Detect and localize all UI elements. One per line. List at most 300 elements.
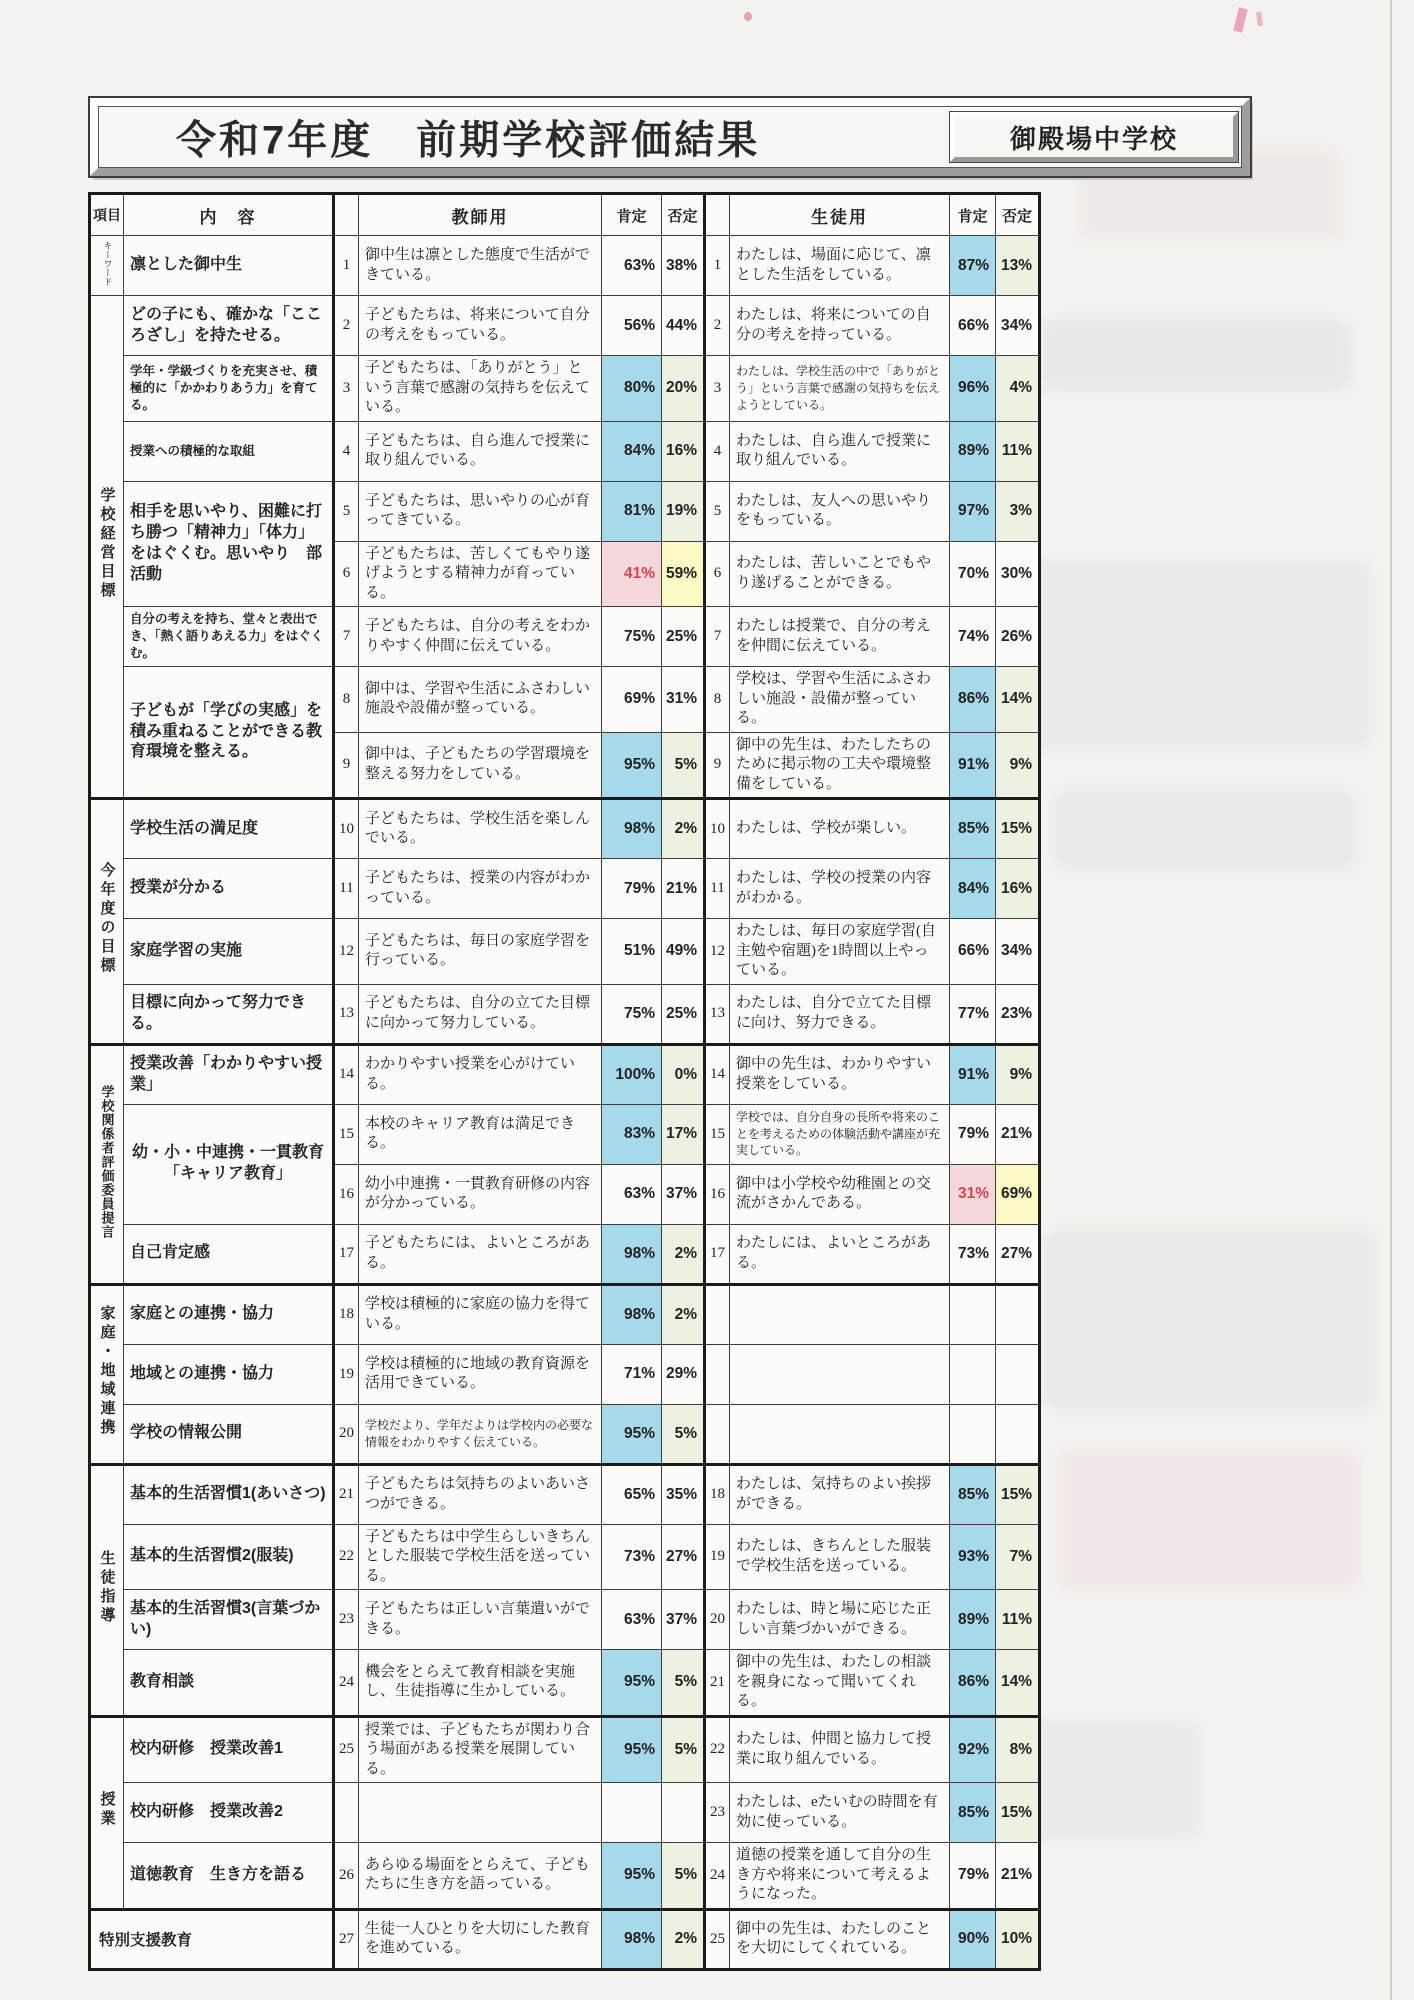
- teacher-negative-cell: 35%: [662, 1464, 705, 1524]
- teacher-item-number: 5: [334, 481, 359, 541]
- teacher-question-cell: 子どもたちは、自分の考えをわかりやすく仲間に伝えている。: [359, 607, 602, 667]
- student-question-cell: わたしは授業で、自分の考えを仲間に伝えている。: [730, 607, 950, 667]
- school-name: 御殿場中学校: [1009, 123, 1178, 154]
- scan-bleed-artifact: [1060, 1450, 1360, 1590]
- section-label-cell: [90, 296, 124, 799]
- teacher-negative-cell: 44%: [662, 296, 705, 356]
- content-label-cell: 校内研修 授業改善2: [124, 1783, 334, 1843]
- student-question-cell: 学校は、学習や生活にふさわしい施設・設備が整っている。: [730, 667, 950, 733]
- content-label-cell: 授業改善「わかりやすい授業」: [124, 1044, 334, 1104]
- student-positive-cell: 96%: [950, 356, 996, 422]
- teacher-positive-cell: 84%: [602, 421, 662, 481]
- table-row: [90, 1104, 1040, 1164]
- teacher-question-cell: 子どもたちは、授業の内容がわかっている。: [359, 859, 602, 919]
- teacher-positive-cell: 51%: [602, 919, 662, 985]
- teacher-question-cell: 子どもたちは、苦しくてもやり遂げようとする精神力が育っている。: [359, 541, 602, 607]
- student-item-number: 14: [705, 1044, 730, 1104]
- student-item-number: 25: [705, 1909, 730, 1969]
- section-label-cell: [90, 236, 124, 296]
- student-question-cell: わたしは、気持ちのよい挨拶ができる。: [730, 1464, 950, 1524]
- content-label-cell: 校内研修 授業改善1: [124, 1716, 334, 1783]
- teacher-negative-cell: 25%: [662, 607, 705, 667]
- student-negative-cell: 16%: [996, 859, 1040, 919]
- student-positive-cell: 74%: [950, 607, 996, 667]
- table-row: [90, 1650, 1040, 1717]
- teacher-item-number: 18: [334, 1284, 359, 1344]
- student-question-cell: [730, 1404, 950, 1464]
- student-negative-cell: 34%: [996, 296, 1040, 356]
- teacher-question-cell: [359, 1783, 602, 1843]
- student-positive-cell: 85%: [950, 1783, 996, 1843]
- teacher-negative-cell: 5%: [662, 1843, 705, 1910]
- col-header-student: 生徒用: [730, 194, 950, 236]
- student-question-cell: わたしは、時と場に応じた正しい言葉づかいができる。: [730, 1590, 950, 1650]
- teacher-item-number: 15: [334, 1104, 359, 1164]
- table-header-row: [90, 194, 1040, 236]
- student-question-cell: 道徳の授業を通して自分の生き方や将来について考えるようになった。: [730, 1843, 950, 1910]
- student-positive-cell: 70%: [950, 541, 996, 607]
- student-positive-cell: 85%: [950, 799, 996, 859]
- content-label-cell: 自分の考えを持ち、堂々と表出でき、「熱く語りあえる力」をはぐくむ。: [124, 607, 334, 667]
- student-negative-cell: 8%: [996, 1716, 1040, 1783]
- table-row: [90, 1464, 1040, 1524]
- teacher-question-cell: 学校は積極的に家庭の協力を得ている。: [359, 1284, 602, 1344]
- scan-bleed-artifact: [1055, 790, 1355, 870]
- teacher-positive-cell: 95%: [602, 1843, 662, 1910]
- col-header-content: 内 容: [124, 194, 334, 236]
- section-label: 家庭・地域連携: [98, 1305, 116, 1438]
- teacher-positive-cell: 63%: [602, 1590, 662, 1650]
- teacher-positive-cell: 71%: [602, 1344, 662, 1404]
- student-question-cell: わたしは、友人への思いやりをもっている。: [730, 481, 950, 541]
- section-label-cell: [90, 1044, 124, 1284]
- student-negative-cell: 21%: [996, 1104, 1040, 1164]
- teacher-positive-cell: 98%: [602, 799, 662, 859]
- table-row: [90, 1404, 1040, 1464]
- student-positive-cell: 91%: [950, 732, 996, 799]
- student-negative-cell: 15%: [996, 1464, 1040, 1524]
- student-negative-cell: 34%: [996, 919, 1040, 985]
- student-negative-cell: 10%: [996, 1909, 1040, 1969]
- teacher-item-number: 8: [334, 667, 359, 733]
- teacher-item-number: 14: [334, 1044, 359, 1104]
- teacher-negative-cell: 37%: [662, 1590, 705, 1650]
- teacher-item-number: 2: [334, 296, 359, 356]
- student-item-number: 21: [705, 1650, 730, 1717]
- student-positive-cell: 89%: [950, 421, 996, 481]
- teacher-positive-cell: 83%: [602, 1104, 662, 1164]
- student-negative-cell: 27%: [996, 1224, 1040, 1284]
- teacher-question-cell: 学校だより、学年だよりは学校内の必要な情報をわかりやすく伝えている。: [359, 1404, 602, 1464]
- col-header-teacher-no-spacer: [334, 194, 359, 236]
- teacher-negative-cell: 38%: [662, 236, 705, 296]
- scan-bleed-artifact: [1040, 320, 1350, 390]
- student-question-cell: わたしは、仲間と協力して授業に取り組んでいる。: [730, 1716, 950, 1783]
- student-question-cell: わたしは、自分で立てた目標に向け、努力できる。: [730, 984, 950, 1044]
- student-positive-cell: 93%: [950, 1524, 996, 1590]
- teacher-negative-cell: [662, 1783, 705, 1843]
- student-item-number: [705, 1344, 730, 1404]
- student-positive-cell: [950, 1404, 996, 1464]
- teacher-negative-cell: 25%: [662, 984, 705, 1044]
- teacher-question-cell: 御中は、子どもたちの学習環境を整える努力をしている。: [359, 732, 602, 799]
- teacher-negative-cell: 17%: [662, 1104, 705, 1164]
- teacher-negative-cell: 5%: [662, 732, 705, 799]
- table-row: [90, 421, 1040, 481]
- teacher-negative-cell: 21%: [662, 859, 705, 919]
- student-question-cell: わたしは、eたいむの時間を有効に使っている。: [730, 1783, 950, 1843]
- table-row: [90, 1224, 1040, 1284]
- section-label: 学校経営目標: [98, 487, 116, 601]
- content-label-cell: 自己肯定感: [124, 1224, 334, 1284]
- student-positive-cell: 92%: [950, 1716, 996, 1783]
- section-label: 学校関係者評価委員提言: [99, 1084, 115, 1239]
- student-question-cell: 学校では、自分自身の長所や将来のことを考えるための体験活動や講座が充実している。: [730, 1104, 950, 1164]
- student-question-cell: [730, 1344, 950, 1404]
- student-positive-cell: 31%: [950, 1164, 996, 1224]
- teacher-item-number: 21: [334, 1464, 359, 1524]
- table-row: [90, 236, 1040, 296]
- section-label-cell: [90, 1284, 124, 1464]
- teacher-question-cell: 子どもたちは中学生らしいきちんとした服装で学校生活を送っている。: [359, 1524, 602, 1590]
- teacher-negative-cell: 59%: [662, 541, 705, 607]
- student-negative-cell: 21%: [996, 1843, 1040, 1910]
- student-question-cell: わたしには、よいところがある。: [730, 1224, 950, 1284]
- table-row: [90, 1590, 1040, 1650]
- student-item-number: 20: [705, 1590, 730, 1650]
- teacher-negative-cell: 20%: [662, 356, 705, 422]
- content-label-cell: 教育相談: [124, 1650, 334, 1717]
- teacher-item-number: 9: [334, 732, 359, 799]
- student-negative-cell: 11%: [996, 421, 1040, 481]
- teacher-question-cell: 子どもたちは、思いやりの心が育ってきている。: [359, 481, 602, 541]
- section-label: 今年度の目標: [98, 861, 116, 976]
- teacher-question-cell: 子どもたちは気持ちのよいあいさつができる。: [359, 1464, 602, 1524]
- student-question-cell: 御中の先生は、わたしの相談を親身になって聞いてくれる。: [730, 1650, 950, 1717]
- student-negative-cell: 30%: [996, 541, 1040, 607]
- col-header-student-positive: 肯定: [950, 194, 996, 236]
- scan-mark: [1233, 7, 1248, 32]
- student-negative-cell: 9%: [996, 732, 1040, 799]
- student-question-cell: わたしは、自ら進んで授業に取り組んでいる。: [730, 421, 950, 481]
- content-label-cell: 子どもが「学びの実感」を積み重ねることができる教育環境を整える。: [124, 667, 334, 799]
- student-positive-cell: 79%: [950, 1843, 996, 1910]
- student-negative-cell: 3%: [996, 481, 1040, 541]
- teacher-negative-cell: 31%: [662, 667, 705, 733]
- student-item-number: 8: [705, 667, 730, 733]
- student-item-number: 22: [705, 1716, 730, 1783]
- table-row: [90, 1783, 1040, 1843]
- teacher-question-cell: 子どもたちは、毎日の家庭学習を行っている。: [359, 919, 602, 985]
- student-negative-cell: 14%: [996, 667, 1040, 733]
- student-question-cell: 御中の先生は、わたしのことを大切にしてくれている。: [730, 1909, 950, 1969]
- content-label-cell: 基本的生活習慣3(言葉づかい): [124, 1590, 334, 1650]
- teacher-item-number: 17: [334, 1224, 359, 1284]
- teacher-negative-cell: 2%: [662, 1909, 705, 1969]
- content-label-cell: 凛とした御中生: [124, 236, 334, 296]
- student-positive-cell: 89%: [950, 1590, 996, 1650]
- teacher-positive-cell: 63%: [602, 236, 662, 296]
- student-negative-cell: 26%: [996, 607, 1040, 667]
- teacher-question-cell: 子どもたちは、自分の立てた目標に向かって努力している。: [359, 984, 602, 1044]
- student-item-number: 9: [705, 732, 730, 799]
- teacher-positive-cell: 75%: [602, 607, 662, 667]
- teacher-item-number: 25: [334, 1716, 359, 1783]
- teacher-negative-cell: 16%: [662, 421, 705, 481]
- student-item-number: 2: [705, 296, 730, 356]
- teacher-positive-cell: 95%: [602, 1716, 662, 1783]
- student-negative-cell: 9%: [996, 1044, 1040, 1104]
- student-question-cell: わたしは、学校が楽しい。: [730, 799, 950, 859]
- student-question-cell: 御中の先生は、わかりやすい授業をしている。: [730, 1044, 950, 1104]
- student-question-cell: [730, 1284, 950, 1344]
- student-item-number: 12: [705, 919, 730, 985]
- teacher-positive-cell: 73%: [602, 1524, 662, 1590]
- teacher-positive-cell: 75%: [602, 984, 662, 1044]
- content-label-cell: 家庭学習の実施: [124, 919, 334, 985]
- content-label-cell: 基本的生活習慣1(あいさつ): [124, 1464, 334, 1524]
- teacher-item-number: 6: [334, 541, 359, 607]
- teacher-negative-cell: 0%: [662, 1044, 705, 1104]
- content-label-cell: 地域との連携・協力: [124, 1344, 334, 1404]
- table-row: [90, 1524, 1040, 1590]
- student-question-cell: わたしは、学校の授業の内容がわかる。: [730, 859, 950, 919]
- col-header-teacher-negative: 否定: [662, 194, 705, 236]
- teacher-item-number: 27: [334, 1909, 359, 1969]
- student-question-cell: わたしは、場面に応じて、凛とした生活をしている。: [730, 236, 950, 296]
- student-item-number: 10: [705, 799, 730, 859]
- teacher-question-cell: あらゆる場面をとらえて、子どもたちに生き方を語っている。: [359, 1843, 602, 1910]
- teacher-item-number: 16: [334, 1164, 359, 1224]
- student-item-number: 23: [705, 1783, 730, 1843]
- teacher-question-cell: 学校は積極的に地域の教育資源を活用できている。: [359, 1344, 602, 1404]
- page-fold-line: [1390, 0, 1392, 2000]
- col-header-item: 項目: [90, 194, 124, 236]
- student-positive-cell: 97%: [950, 481, 996, 541]
- section-label: キーワード: [102, 240, 113, 286]
- student-negative-cell: 7%: [996, 1524, 1040, 1590]
- teacher-positive-cell: 98%: [602, 1224, 662, 1284]
- student-question-cell: わたしは、苦しいことでもやり遂げることができる。: [730, 541, 950, 607]
- student-item-number: 19: [705, 1524, 730, 1590]
- student-item-number: 7: [705, 607, 730, 667]
- teacher-positive-cell: 81%: [602, 481, 662, 541]
- teacher-item-number: 3: [334, 356, 359, 422]
- student-negative-cell: [996, 1404, 1040, 1464]
- student-item-number: 13: [705, 984, 730, 1044]
- content-label-cell: 授業への積極的な取組: [124, 421, 334, 481]
- student-positive-cell: 77%: [950, 984, 996, 1044]
- student-item-number: 4: [705, 421, 730, 481]
- student-positive-cell: [950, 1284, 996, 1344]
- teacher-positive-cell: [602, 1783, 662, 1843]
- table-row: [90, 984, 1040, 1044]
- table-row: [90, 1909, 1040, 1969]
- table-row: [90, 1284, 1040, 1344]
- title-banner: [90, 98, 1250, 176]
- teacher-negative-cell: 37%: [662, 1164, 705, 1224]
- teacher-negative-cell: 2%: [662, 1224, 705, 1284]
- evaluation-table: [88, 192, 1041, 1971]
- student-positive-cell: 66%: [950, 296, 996, 356]
- student-item-number: 1: [705, 236, 730, 296]
- teacher-positive-cell: 98%: [602, 1909, 662, 1969]
- student-positive-cell: 87%: [950, 236, 996, 296]
- student-negative-cell: 15%: [996, 1783, 1040, 1843]
- teacher-negative-cell: 5%: [662, 1404, 705, 1464]
- table-row: [90, 296, 1040, 356]
- content-label-cell: 授業が分かる: [124, 859, 334, 919]
- teacher-item-number: 26: [334, 1843, 359, 1910]
- student-negative-cell: [996, 1284, 1040, 1344]
- student-question-cell: わたしは、きちんとした服装で学校生活を送っている。: [730, 1524, 950, 1590]
- student-item-number: 6: [705, 541, 730, 607]
- content-label-cell: 目標に向かって努力できる。: [124, 984, 334, 1044]
- student-positive-cell: 91%: [950, 1044, 996, 1104]
- content-label-cell: 家庭との連携・協力: [124, 1284, 334, 1344]
- teacher-positive-cell: 100%: [602, 1044, 662, 1104]
- student-negative-cell: 13%: [996, 236, 1040, 296]
- content-label-cell: どの子にも、確かな「こころざし」を持たせる。: [124, 296, 334, 356]
- teacher-negative-cell: 5%: [662, 1650, 705, 1717]
- student-item-number: [705, 1284, 730, 1344]
- student-positive-cell: 84%: [950, 859, 996, 919]
- teacher-question-cell: わかりやすい授業を心がけている。: [359, 1044, 602, 1104]
- student-question-cell: わたしは、学校生活の中で「ありがとう」という言葉で感謝の気持ちを伝えようとしている。: [730, 356, 950, 422]
- teacher-question-cell: 子どもたちは、学校生活を楽しんでいる。: [359, 799, 602, 859]
- table-row: [90, 607, 1040, 667]
- table-row: [90, 919, 1040, 985]
- student-item-number: [705, 1404, 730, 1464]
- teacher-negative-cell: 29%: [662, 1344, 705, 1404]
- teacher-item-number: 19: [334, 1344, 359, 1404]
- student-positive-cell: 79%: [950, 1104, 996, 1164]
- student-positive-cell: 90%: [950, 1909, 996, 1969]
- student-positive-cell: 86%: [950, 1650, 996, 1717]
- student-positive-cell: 86%: [950, 667, 996, 733]
- teacher-question-cell: 子どもたちは、自ら進んで授業に取り組んでいる。: [359, 421, 602, 481]
- section-label-cell: [90, 1464, 124, 1716]
- table-row: [90, 667, 1040, 733]
- teacher-question-cell: 子どもたちは、「ありがとう」という言葉で感謝の気持ちを伝えている。: [359, 356, 602, 422]
- teacher-positive-cell: 95%: [602, 1404, 662, 1464]
- col-header-teacher-positive: 肯定: [602, 194, 662, 236]
- teacher-item-number: 20: [334, 1404, 359, 1464]
- teacher-negative-cell: 27%: [662, 1524, 705, 1590]
- teacher-question-cell: 御中生は凛とした態度で生活ができている。: [359, 236, 602, 296]
- table-row: [90, 356, 1040, 422]
- teacher-positive-cell: 79%: [602, 859, 662, 919]
- table-row: [90, 1716, 1040, 1783]
- teacher-item-number: 10: [334, 799, 359, 859]
- section-label: 生徒指導: [98, 1549, 116, 1626]
- content-label-cell: 相手を思いやり、困難に打ち勝つ「精神力」「体力」をはぐくむ。思いやり 部活動: [124, 481, 334, 607]
- student-negative-cell: 14%: [996, 1650, 1040, 1717]
- teacher-positive-cell: 80%: [602, 356, 662, 422]
- student-question-cell: 御中の先生は、わたしたちのために掲示物の工夫や環境整備をしている。: [730, 732, 950, 799]
- table-row: [90, 859, 1040, 919]
- scan-bleed-artifact: [1045, 1230, 1375, 1410]
- content-label-cell: 学年・学級づくりを充実させ、積極的に「かかわりあう力」を育てる。: [124, 356, 334, 422]
- teacher-item-number: 1: [334, 236, 359, 296]
- student-negative-cell: 4%: [996, 356, 1040, 422]
- teacher-question-cell: 機会をとらえて教育相談を実施し、生徒指導に生かしている。: [359, 1650, 602, 1717]
- col-header-teacher: 教師用: [359, 194, 602, 236]
- teacher-question-cell: 本校のキャリア教育は満足できる。: [359, 1104, 602, 1164]
- student-item-number: 17: [705, 1224, 730, 1284]
- student-positive-cell: 66%: [950, 919, 996, 985]
- student-item-number: 18: [705, 1464, 730, 1524]
- student-negative-cell: 11%: [996, 1590, 1040, 1650]
- student-question-cell: わたしは、毎日の家庭学習(自主勉や宿題)を1時間以上やっている。: [730, 919, 950, 985]
- school-name-box: [950, 112, 1238, 162]
- student-negative-cell: 23%: [996, 984, 1040, 1044]
- teacher-negative-cell: 2%: [662, 1284, 705, 1344]
- content-label-cell: 学校の情報公開: [124, 1404, 334, 1464]
- student-positive-cell: [950, 1344, 996, 1404]
- student-question-cell: 御中は小学校や幼稚園との交流がさかんである。: [730, 1164, 950, 1224]
- section-label-cell: [90, 799, 124, 1045]
- teacher-question-cell: 生徒一人ひとりを大切にした教育を進めている。: [359, 1909, 602, 1969]
- teacher-item-number: 12: [334, 919, 359, 985]
- teacher-negative-cell: 49%: [662, 919, 705, 985]
- section-label: 授業: [98, 1791, 116, 1829]
- student-question-cell: わたしは、将来についての自分の考えを持っている。: [730, 296, 950, 356]
- content-label-cell: 基本的生活習慣2(服装): [124, 1524, 334, 1590]
- teacher-positive-cell: 63%: [602, 1164, 662, 1224]
- content-label-cell: 学校生活の満足度: [124, 799, 334, 859]
- special-support-label-cell: 特別支援教育: [90, 1909, 334, 1969]
- teacher-question-cell: 子どもたちには、よいところがある。: [359, 1224, 602, 1284]
- teacher-item-number: 22: [334, 1524, 359, 1590]
- student-item-number: 3: [705, 356, 730, 422]
- student-negative-cell: 69%: [996, 1164, 1040, 1224]
- teacher-positive-cell: 95%: [602, 732, 662, 799]
- scan-mark: [1256, 12, 1263, 27]
- content-label-cell: 幼・小・中連携・一貫教育「キャリア教育」: [124, 1104, 334, 1224]
- teacher-item-number: 23: [334, 1590, 359, 1650]
- teacher-negative-cell: 2%: [662, 799, 705, 859]
- table-row: [90, 1843, 1040, 1910]
- teacher-positive-cell: 98%: [602, 1284, 662, 1344]
- student-item-number: 11: [705, 859, 730, 919]
- student-negative-cell: 15%: [996, 799, 1040, 859]
- col-header-student-no-spacer: [705, 194, 730, 236]
- teacher-item-number: [334, 1783, 359, 1843]
- teacher-negative-cell: 19%: [662, 481, 705, 541]
- student-item-number: 24: [705, 1843, 730, 1910]
- student-item-number: 5: [705, 481, 730, 541]
- table-row: [90, 1344, 1040, 1404]
- teacher-question-cell: 幼小中連携・一貫教育研修の内容が分かっている。: [359, 1164, 602, 1224]
- teacher-positive-cell: 56%: [602, 296, 662, 356]
- teacher-positive-cell: 41%: [602, 541, 662, 607]
- teacher-positive-cell: 69%: [602, 667, 662, 733]
- teacher-item-number: 4: [334, 421, 359, 481]
- teacher-positive-cell: 65%: [602, 1464, 662, 1524]
- page-title: 令和7年度 前期学校評価結果: [176, 118, 761, 163]
- teacher-item-number: 11: [334, 859, 359, 919]
- col-header-student-negative: 否定: [996, 194, 1040, 236]
- teacher-item-number: 13: [334, 984, 359, 1044]
- scan-mark: [744, 12, 752, 21]
- student-positive-cell: 73%: [950, 1224, 996, 1284]
- student-item-number: 16: [705, 1164, 730, 1224]
- teacher-item-number: 7: [334, 607, 359, 667]
- teacher-question-cell: 子どもたちは、将来について自分の考えをもっている。: [359, 296, 602, 356]
- teacher-positive-cell: 95%: [602, 1650, 662, 1717]
- teacher-negative-cell: 5%: [662, 1716, 705, 1783]
